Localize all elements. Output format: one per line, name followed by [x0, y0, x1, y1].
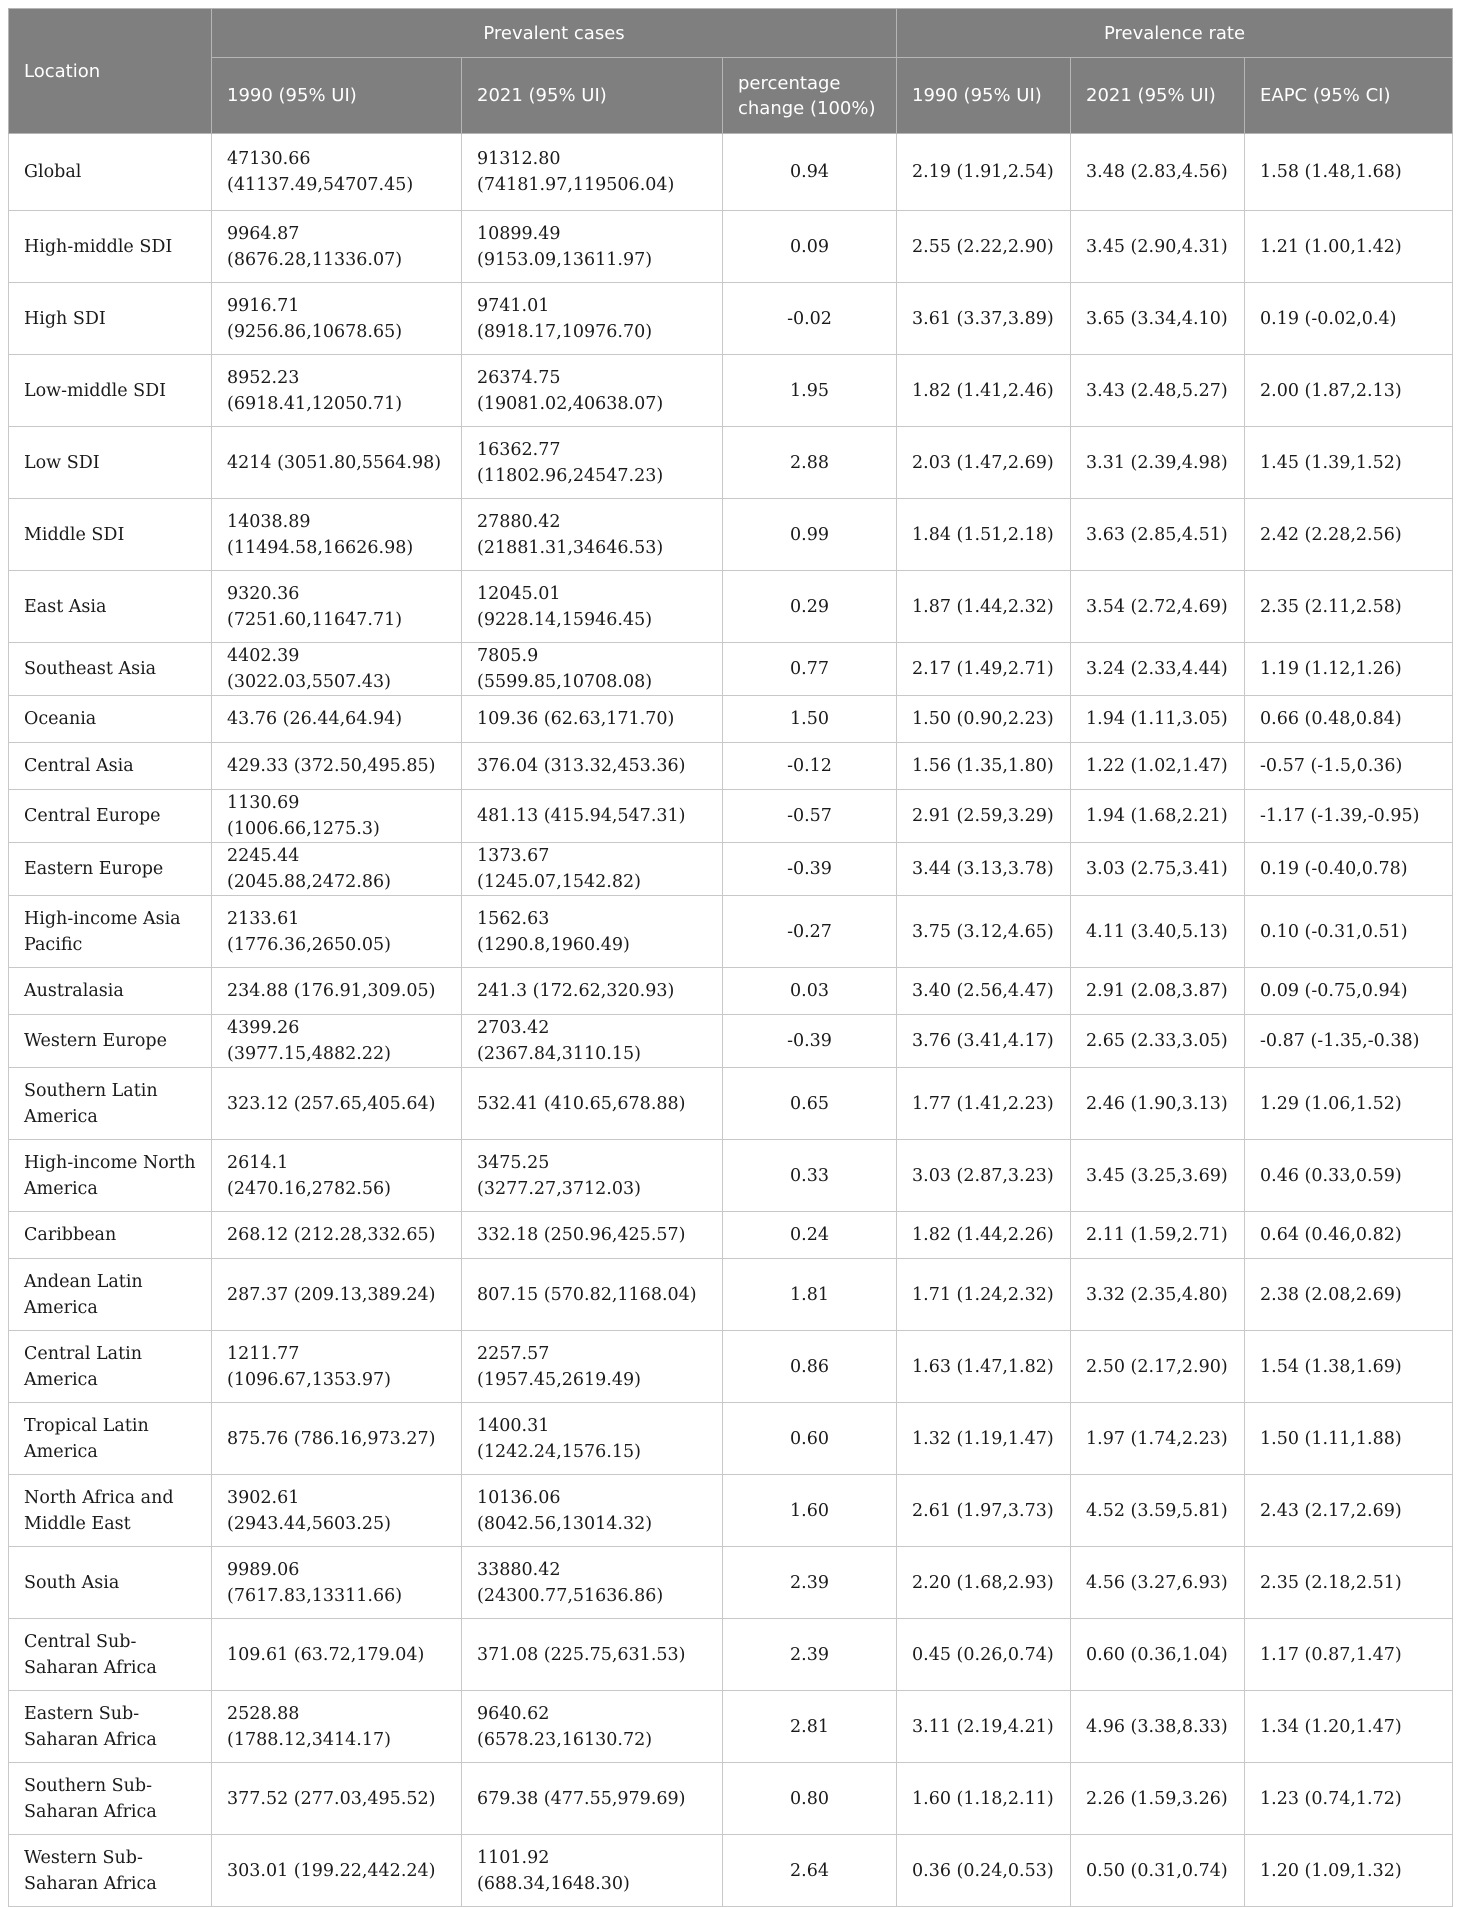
eapc-cell: 0.19 (-0.40,0.78) — [1245, 843, 1453, 896]
eapc-cell: -0.57 (-1.5,0.36) — [1245, 743, 1453, 790]
cases-2021-cell: 16362.77 (11802.96,24547.23) — [462, 427, 723, 499]
percentage-change-cell: 1.60 — [723, 1475, 897, 1547]
rate-2021-cell: 3.63 (2.85,4.51) — [1071, 499, 1245, 571]
table-row — [9, 1331, 1453, 1403]
rate-2021-cell: 3.45 (3.25,3.69) — [1071, 1140, 1245, 1212]
location-cell: Southern Sub-Saharan Africa — [9, 1763, 212, 1835]
table-row — [9, 355, 1453, 427]
cases-1990-cell: 377.52 (277.03,495.52) — [212, 1763, 462, 1835]
rate-1990-cell: 2.91 (2.59,3.29) — [897, 790, 1071, 843]
table-row — [9, 1140, 1453, 1212]
rate-2021-cell: 0.60 (0.36,1.04) — [1071, 1619, 1245, 1691]
eapc-cell: 0.10 (-0.31,0.51) — [1245, 896, 1453, 968]
header-cases-1990: 1990 (95% UI) — [212, 58, 462, 134]
table-row — [9, 1212, 1453, 1259]
rate-2021-cell: 2.50 (2.17,2.90) — [1071, 1331, 1245, 1403]
location-cell: Southern Latin America — [9, 1068, 212, 1140]
cases-2021-cell: 9741.01 (8918.17,10976.70) — [462, 283, 723, 355]
table-row — [9, 1259, 1453, 1331]
location-cell: Central Asia — [9, 743, 212, 790]
table-row — [9, 499, 1453, 571]
cases-2021-cell: 1562.63 (1290.8,1960.49) — [462, 896, 723, 968]
eapc-cell: 0.46 (0.33,0.59) — [1245, 1140, 1453, 1212]
rate-1990-cell: 1.63 (1.47,1.82) — [897, 1331, 1071, 1403]
cases-2021-cell: 371.08 (225.75,631.53) — [462, 1619, 723, 1691]
rate-1990-cell: 0.36 (0.24,0.53) — [897, 1835, 1071, 1907]
rate-2021-cell: 1.22 (1.02,1.47) — [1071, 743, 1245, 790]
rate-2021-cell: 2.26 (1.59,3.26) — [1071, 1763, 1245, 1835]
rate-1990-cell: 3.11 (2.19,4.21) — [897, 1691, 1071, 1763]
rate-2021-cell: 3.65 (3.34,4.10) — [1071, 283, 1245, 355]
location-cell: Western Sub-Saharan Africa — [9, 1835, 212, 1907]
header-cases-2021: 2021 (95% UI) — [462, 58, 723, 134]
prevalence-table — [8, 8, 1453, 1907]
location-cell: Western Europe — [9, 1015, 212, 1068]
cases-2021-cell: 532.41 (410.65,678.88) — [462, 1068, 723, 1140]
eapc-cell: 1.54 (1.38,1.69) — [1245, 1331, 1453, 1403]
cases-2021-cell: 9640.62 (6578.23,16130.72) — [462, 1691, 723, 1763]
percentage-change-cell: 2.81 — [723, 1691, 897, 1763]
cases-2021-cell: 26374.75 (19081.02,40638.07) — [462, 355, 723, 427]
table-row — [9, 1691, 1453, 1763]
table-row — [9, 1619, 1453, 1691]
header-percentage-change: percentage change (100%) — [723, 58, 897, 134]
cases-1990-cell: 9964.87 (8676.28,11336.07) — [212, 211, 462, 283]
percentage-change-cell: -0.12 — [723, 743, 897, 790]
header-prevalence-rate: Prevalence rate — [897, 9, 1453, 58]
eapc-cell: 0.19 (-0.02,0.4) — [1245, 283, 1453, 355]
eapc-cell: 0.09 (-0.75,0.94) — [1245, 968, 1453, 1015]
cases-1990-cell: 4402.39 (3022.03,5507.43) — [212, 643, 462, 696]
cases-1990-cell: 429.33 (372.50,495.85) — [212, 743, 462, 790]
rate-1990-cell: 1.71 (1.24,2.32) — [897, 1259, 1071, 1331]
percentage-change-cell: 0.60 — [723, 1403, 897, 1475]
cases-1990-cell: 3902.61 (2943.44,5603.25) — [212, 1475, 462, 1547]
location-cell: North Africa and Middle East — [9, 1475, 212, 1547]
percentage-change-cell: 0.24 — [723, 1212, 897, 1259]
location-cell: Middle SDI — [9, 499, 212, 571]
eapc-cell: 1.45 (1.39,1.52) — [1245, 427, 1453, 499]
percentage-change-cell: -0.39 — [723, 843, 897, 896]
location-cell: Australasia — [9, 968, 212, 1015]
rate-1990-cell: 1.87 (1.44,2.32) — [897, 571, 1071, 643]
rate-1990-cell: 1.32 (1.19,1.47) — [897, 1403, 1071, 1475]
rate-2021-cell: 4.56 (3.27,6.93) — [1071, 1547, 1245, 1619]
cases-2021-cell: 1101.92 (688.34,1648.30) — [462, 1835, 723, 1907]
percentage-change-cell: 0.29 — [723, 571, 897, 643]
location-cell: Low-middle SDI — [9, 355, 212, 427]
rate-2021-cell: 2.65 (2.33,3.05) — [1071, 1015, 1245, 1068]
eapc-cell: 1.20 (1.09,1.32) — [1245, 1835, 1453, 1907]
eapc-cell: 1.58 (1.48,1.68) — [1245, 134, 1453, 211]
table-row — [9, 743, 1453, 790]
percentage-change-cell: 0.86 — [723, 1331, 897, 1403]
eapc-cell: 1.19 (1.12,1.26) — [1245, 643, 1453, 696]
rate-1990-cell: 1.82 (1.44,2.26) — [897, 1212, 1071, 1259]
eapc-cell: -1.17 (-1.39,-0.95) — [1245, 790, 1453, 843]
header-prevalent-cases: Prevalent cases — [212, 9, 897, 58]
rate-2021-cell: 3.54 (2.72,4.69) — [1071, 571, 1245, 643]
eapc-cell: 1.23 (0.74,1.72) — [1245, 1763, 1453, 1835]
rate-1990-cell: 1.56 (1.35,1.80) — [897, 743, 1071, 790]
location-cell: High-income North America — [9, 1140, 212, 1212]
percentage-change-cell: 1.50 — [723, 696, 897, 743]
eapc-cell: 0.66 (0.48,0.84) — [1245, 696, 1453, 743]
eapc-cell: 2.43 (2.17,2.69) — [1245, 1475, 1453, 1547]
rate-1990-cell: 1.82 (1.41,2.46) — [897, 355, 1071, 427]
cases-1990-cell: 109.61 (63.72,179.04) — [212, 1619, 462, 1691]
table-row — [9, 1068, 1453, 1140]
location-cell: Andean Latin America — [9, 1259, 212, 1331]
eapc-cell: 1.34 (1.20,1.47) — [1245, 1691, 1453, 1763]
header-eapc: EAPC (95% CI) — [1245, 58, 1453, 134]
cases-2021-cell: 2257.57 (1957.45,2619.49) — [462, 1331, 723, 1403]
rate-1990-cell: 2.19 (1.91,2.54) — [897, 134, 1071, 211]
prevalence-table-container — [8, 8, 1452, 1907]
cases-2021-cell: 10136.06 (8042.56,13014.32) — [462, 1475, 723, 1547]
percentage-change-cell: -0.57 — [723, 790, 897, 843]
rate-1990-cell: 3.40 (2.56,4.47) — [897, 968, 1071, 1015]
rate-2021-cell: 4.96 (3.38,8.33) — [1071, 1691, 1245, 1763]
cases-2021-cell: 91312.80 (74181.97,119506.04) — [462, 134, 723, 211]
eapc-cell: 1.21 (1.00,1.42) — [1245, 211, 1453, 283]
header-rate-2021: 2021 (95% UI) — [1071, 58, 1245, 134]
rate-1990-cell: 2.03 (1.47,2.69) — [897, 427, 1071, 499]
eapc-cell: 1.50 (1.11,1.88) — [1245, 1403, 1453, 1475]
percentage-change-cell: -0.39 — [723, 1015, 897, 1068]
location-cell: Central Latin America — [9, 1331, 212, 1403]
cases-1990-cell: 9320.36 (7251.60,11647.71) — [212, 571, 462, 643]
percentage-change-cell: 0.33 — [723, 1140, 897, 1212]
table-body — [9, 134, 1453, 1907]
percentage-change-cell: 2.39 — [723, 1619, 897, 1691]
percentage-change-cell: -0.02 — [723, 283, 897, 355]
location-cell: Central Sub-Saharan Africa — [9, 1619, 212, 1691]
cases-2021-cell: 109.36 (62.63,171.70) — [462, 696, 723, 743]
percentage-change-cell: 1.95 — [723, 355, 897, 427]
percentage-change-cell: 0.77 — [723, 643, 897, 696]
percentage-change-cell: 2.88 — [723, 427, 897, 499]
eapc-cell: 1.17 (0.87,1.47) — [1245, 1619, 1453, 1691]
cases-1990-cell: 14038.89 (11494.58,16626.98) — [212, 499, 462, 571]
rate-2021-cell: 1.97 (1.74,2.23) — [1071, 1403, 1245, 1475]
cases-2021-cell: 1400.31 (1242.24,1576.15) — [462, 1403, 723, 1475]
cases-1990-cell: 287.37 (209.13,389.24) — [212, 1259, 462, 1331]
rate-1990-cell: 2.17 (1.49,2.71) — [897, 643, 1071, 696]
percentage-change-cell: -0.27 — [723, 896, 897, 968]
cases-2021-cell: 7805.9 (5599.85,10708.08) — [462, 643, 723, 696]
rate-2021-cell: 0.50 (0.31,0.74) — [1071, 1835, 1245, 1907]
table-row — [9, 427, 1453, 499]
table-row — [9, 211, 1453, 283]
rate-1990-cell: 3.61 (3.37,3.89) — [897, 283, 1071, 355]
rate-1990-cell: 0.45 (0.26,0.74) — [897, 1619, 1071, 1691]
cases-2021-cell: 332.18 (250.96,425.57) — [462, 1212, 723, 1259]
table-row — [9, 1763, 1453, 1835]
table-row — [9, 1547, 1453, 1619]
eapc-cell: 1.29 (1.06,1.52) — [1245, 1068, 1453, 1140]
location-cell: High-income Asia Pacific — [9, 896, 212, 968]
eapc-cell: 2.42 (2.28,2.56) — [1245, 499, 1453, 571]
cases-1990-cell: 303.01 (199.22,442.24) — [212, 1835, 462, 1907]
cases-2021-cell: 807.15 (570.82,1168.04) — [462, 1259, 723, 1331]
rate-1990-cell: 1.60 (1.18,2.11) — [897, 1763, 1071, 1835]
cases-1990-cell: 234.88 (176.91,309.05) — [212, 968, 462, 1015]
location-cell: High SDI — [9, 283, 212, 355]
rate-1990-cell: 3.44 (3.13,3.78) — [897, 843, 1071, 896]
cases-2021-cell: 12045.01 (9228.14,15946.45) — [462, 571, 723, 643]
cases-2021-cell: 3475.25 (3277.27,3712.03) — [462, 1140, 723, 1212]
header-rate-1990: 1990 (95% UI) — [897, 58, 1071, 134]
percentage-change-cell: 1.81 — [723, 1259, 897, 1331]
eapc-cell: 2.35 (2.18,2.51) — [1245, 1547, 1453, 1619]
rate-2021-cell: 1.94 (1.11,3.05) — [1071, 696, 1245, 743]
cases-1990-cell: 2133.61 (1776.36,2650.05) — [212, 896, 462, 968]
eapc-cell: 2.00 (1.87,2.13) — [1245, 355, 1453, 427]
cases-2021-cell: 33880.42 (24300.77,51636.86) — [462, 1547, 723, 1619]
location-cell: Eastern Sub-Saharan Africa — [9, 1691, 212, 1763]
location-cell: Tropical Latin America — [9, 1403, 212, 1475]
location-cell: High-middle SDI — [9, 211, 212, 283]
location-cell: Southeast Asia — [9, 643, 212, 696]
cases-1990-cell: 43.76 (26.44,64.94) — [212, 696, 462, 743]
cases-1990-cell: 2614.1 (2470.16,2782.56) — [212, 1140, 462, 1212]
header-location: Location — [9, 9, 212, 134]
cases-1990-cell: 2528.88 (1788.12,3414.17) — [212, 1691, 462, 1763]
cases-1990-cell: 1211.77 (1096.67,1353.97) — [212, 1331, 462, 1403]
table-row — [9, 283, 1453, 355]
table-row — [9, 571, 1453, 643]
table-row — [9, 968, 1453, 1015]
cases-1990-cell: 268.12 (212.28,332.65) — [212, 1212, 462, 1259]
rate-2021-cell: 4.52 (3.59,5.81) — [1071, 1475, 1245, 1547]
table-row — [9, 1475, 1453, 1547]
cases-2021-cell: 10899.49 (9153.09,13611.97) — [462, 211, 723, 283]
cases-1990-cell: 9989.06 (7617.83,13311.66) — [212, 1547, 462, 1619]
table-row — [9, 1835, 1453, 1907]
eapc-cell: 2.35 (2.11,2.58) — [1245, 571, 1453, 643]
rate-2021-cell: 3.24 (2.33,4.44) — [1071, 643, 1245, 696]
rate-1990-cell: 1.84 (1.51,2.18) — [897, 499, 1071, 571]
percentage-change-cell: 2.39 — [723, 1547, 897, 1619]
cases-1990-cell: 323.12 (257.65,405.64) — [212, 1068, 462, 1140]
eapc-cell: -0.87 (-1.35,-0.38) — [1245, 1015, 1453, 1068]
rate-2021-cell: 4.11 (3.40,5.13) — [1071, 896, 1245, 968]
percentage-change-cell: 0.09 — [723, 211, 897, 283]
cases-1990-cell: 2245.44 (2045.88,2472.86) — [212, 843, 462, 896]
location-cell: Global — [9, 134, 212, 211]
cases-2021-cell: 1373.67 (1245.07,1542.82) — [462, 843, 723, 896]
rate-1990-cell: 2.55 (2.22,2.90) — [897, 211, 1071, 283]
location-cell: Eastern Europe — [9, 843, 212, 896]
percentage-change-cell: 0.03 — [723, 968, 897, 1015]
location-cell: Central Europe — [9, 790, 212, 843]
table-row — [9, 643, 1453, 696]
cases-1990-cell: 8952.23 (6918.41,12050.71) — [212, 355, 462, 427]
rate-2021-cell: 3.03 (2.75,3.41) — [1071, 843, 1245, 896]
rate-2021-cell: 3.31 (2.39,4.98) — [1071, 427, 1245, 499]
rate-2021-cell: 3.48 (2.83,4.56) — [1071, 134, 1245, 211]
eapc-cell: 0.64 (0.46,0.82) — [1245, 1212, 1453, 1259]
cases-2021-cell: 376.04 (313.32,453.36) — [462, 743, 723, 790]
percentage-change-cell: 2.64 — [723, 1835, 897, 1907]
table-row — [9, 1403, 1453, 1475]
table-row — [9, 790, 1453, 843]
cases-2021-cell: 481.13 (415.94,547.31) — [462, 790, 723, 843]
rate-1990-cell: 3.76 (3.41,4.17) — [897, 1015, 1071, 1068]
cases-1990-cell: 47130.66 (41137.49,54707.45) — [212, 134, 462, 211]
location-cell: Caribbean — [9, 1212, 212, 1259]
rate-1990-cell: 2.20 (1.68,2.93) — [897, 1547, 1071, 1619]
cases-1990-cell: 875.76 (786.16,973.27) — [212, 1403, 462, 1475]
table-row — [9, 1015, 1453, 1068]
cases-2021-cell: 679.38 (477.55,979.69) — [462, 1763, 723, 1835]
rate-2021-cell: 3.32 (2.35,4.80) — [1071, 1259, 1245, 1331]
location-cell: Oceania — [9, 696, 212, 743]
cases-2021-cell: 27880.42 (21881.31,34646.53) — [462, 499, 723, 571]
cases-1990-cell: 1130.69 (1006.66,1275.3) — [212, 790, 462, 843]
percentage-change-cell: 0.80 — [723, 1763, 897, 1835]
rate-2021-cell: 2.91 (2.08,3.87) — [1071, 968, 1245, 1015]
rate-1990-cell: 1.50 (0.90,2.23) — [897, 696, 1071, 743]
location-cell: Low SDI — [9, 427, 212, 499]
percentage-change-cell: 0.65 — [723, 1068, 897, 1140]
cases-1990-cell: 9916.71 (9256.86,10678.65) — [212, 283, 462, 355]
rate-2021-cell: 3.43 (2.48,5.27) — [1071, 355, 1245, 427]
table-row — [9, 696, 1453, 743]
cases-2021-cell: 241.3 (172.62,320.93) — [462, 968, 723, 1015]
table-header — [9, 9, 1453, 134]
rate-2021-cell: 3.45 (2.90,4.31) — [1071, 211, 1245, 283]
cases-1990-cell: 4214 (3051.80,5564.98) — [212, 427, 462, 499]
rate-1990-cell: 3.75 (3.12,4.65) — [897, 896, 1071, 968]
cases-2021-cell: 2703.42 (2367.84,3110.15) — [462, 1015, 723, 1068]
rate-1990-cell: 2.61 (1.97,3.73) — [897, 1475, 1071, 1547]
table-row — [9, 843, 1453, 896]
cases-1990-cell: 4399.26 (3977.15,4882.22) — [212, 1015, 462, 1068]
table-row — [9, 896, 1453, 968]
rate-2021-cell: 2.46 (1.90,3.13) — [1071, 1068, 1245, 1140]
rate-1990-cell: 1.77 (1.41,2.23) — [897, 1068, 1071, 1140]
table-row — [9, 134, 1453, 211]
percentage-change-cell: 0.99 — [723, 499, 897, 571]
percentage-change-cell: 0.94 — [723, 134, 897, 211]
location-cell: South Asia — [9, 1547, 212, 1619]
eapc-cell: 2.38 (2.08,2.69) — [1245, 1259, 1453, 1331]
rate-1990-cell: 3.03 (2.87,3.23) — [897, 1140, 1071, 1212]
location-cell: East Asia — [9, 571, 212, 643]
rate-2021-cell: 1.94 (1.68,2.21) — [1071, 790, 1245, 843]
rate-2021-cell: 2.11 (1.59,2.71) — [1071, 1212, 1245, 1259]
